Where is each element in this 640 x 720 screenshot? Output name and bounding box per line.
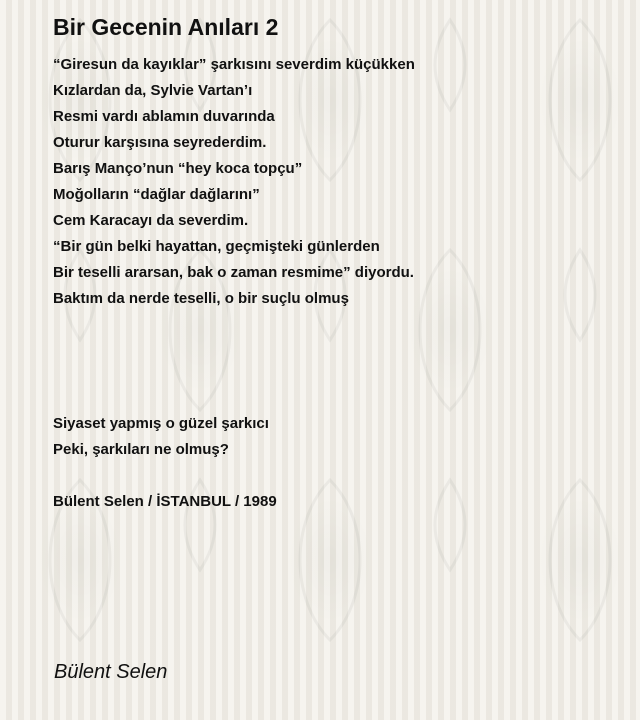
author-name[interactable]: Bülent Selen xyxy=(54,661,168,683)
poem-line: Barış Manço’nun “hey koca topçu” xyxy=(53,160,303,177)
poem-line: “Giresun da kayıklar” şarkısını severdim küçükken xyxy=(53,56,415,73)
poem-stanza-2 xyxy=(53,411,269,463)
signature-text: Bülent Selen / İSTANBUL / 1989 xyxy=(53,493,277,510)
poem-line: Oturur karşısına seyrederdim. xyxy=(53,134,267,151)
poem-line: Moğolların “dağlar dağlarını” xyxy=(53,186,260,203)
poem-line: Siyaset yapmış o güzel şarkıcı xyxy=(53,415,269,432)
poem-line: Cem Karacayı da severdim. xyxy=(53,212,249,229)
poem-line: Peki, şarkıları ne olmuş? xyxy=(53,441,229,458)
poem-line: “Bir gün belki hayattan, geçmişteki günlerden xyxy=(53,238,380,255)
poem-title: Bir Gecenin Anıları 2 xyxy=(53,14,279,40)
poem-signature xyxy=(53,489,277,515)
poem-stanza-1 xyxy=(53,52,415,312)
poem-line: Baktım da nerde teselli, o bir suçlu olmuş xyxy=(53,290,349,307)
poem-line: Resmi vardı ablamın duvarında xyxy=(53,108,275,125)
poem-line: Bir teselli ararsan, bak o zaman resmime” diyordu. xyxy=(53,264,414,281)
poem-line: Kızlardan da, Sylvie Vartan’ı xyxy=(53,82,253,99)
